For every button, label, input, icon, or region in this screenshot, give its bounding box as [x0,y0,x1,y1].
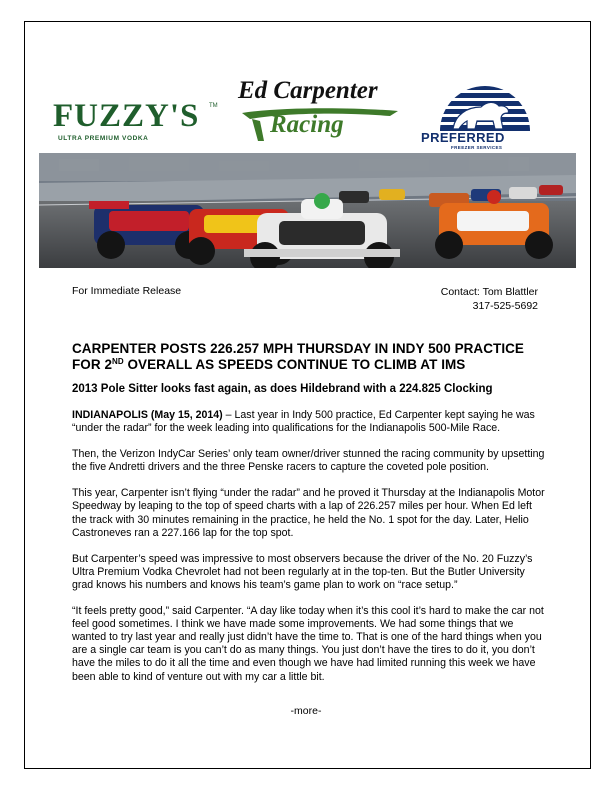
fuzzys-logo-tagline: ULTRA PREMIUM VODKA [58,135,149,142]
headline-line1: CARPENTER POSTS 226.257 MPH THURSDAY IN INDY 500 PRACTICE [72,341,524,356]
polar-bear-globe-icon [415,75,555,135]
subheadline: 2013 Pole Sitter looks fast again, as does Hildebrand with a 224.825 Clocking [72,383,493,395]
race-photo [39,153,576,268]
headline-line2 [72,357,552,373]
paragraph-3: This year, Carpenter isn’t flying “under the radar” and he proved it Thursday at the Indianapolis Motor Speedway by leaping to the top of speed charts with a lap of 226.257 miles per hour. When Ed left the track with 30 minutes remaining in the practice, he held the No. 1 spot for the day. Later, Helio Castroneves ran a 227.166 lap for the top spot. [72,487,545,539]
headline [72,341,552,373]
ed-carpenter-racing-logo [230,77,405,157]
dateline: INDIANAPOLIS (May 15, 2014) [72,409,223,421]
ecr-logo-name: Ed Carpenter [238,77,378,104]
release-status: For Immediate Release [72,285,182,297]
article-body [72,409,548,697]
fuzzys-logo-tm: TM [209,103,218,109]
paragraph-2: Then, the Verizon IndyCar Series’ only team owner/driver stunned the racing community by upsetting the five Andretti drivers and the three Penske racers to capture the coveted pole position. [72,448,545,474]
paragraph-4: But Carpenter’s speed was impressive to most observers because the driver of the No. 20 Fuzzy’s Ultra Premium Vodka Chevrolet had not been regularly at in the top-ten. But the Butler University grad knows his numbers and knows his team’s game plan to work on “race setup.” [72,552,533,591]
more-marker: -more- [290,705,322,717]
paragraph-5: “It feels pretty good,” said Carpenter. “A day like today when it’s this cool it’s hard to make the car not feel good sometimes. I think we have made some improvements. We had some things that we wanted to try last year and really just didn’t have the time to. That is one of the hard things when you are a single car team is you can’t do as many things. You just don’t have the tires to do it, you don’t have the miles to do it all the time and even though we have had limited running this week we have been able to kind of venture out with my car a little bit. [72,605,544,683]
fuzzys-logo [53,97,218,157]
release-contact [441,285,538,313]
fuzzys-logo-name: FUZZY'S [53,98,200,134]
headline-ordinal: ND [112,357,124,366]
preferred-logo-name: PREFERRED [421,130,505,145]
race-cars-image [39,153,576,268]
ecr-logo-racing: Racing [270,111,344,138]
paragraph-1 [72,409,548,435]
preferred-freezer-logo [415,75,555,155]
preferred-logo-subtitle: FREEZER SERVICES [451,145,503,150]
contact-phone: 317-525-5692 [472,300,538,312]
contact-name: Contact: Tom Blattler [440,286,538,298]
sponsor-logos [25,75,591,155]
headline-line2-end: OVERALL AS SPEEDS CONTINUE TO CLIMB AT IMS [123,357,466,372]
paragraph-1-text: – Last year in Indy 500 practice, Ed Carpenter kept saying he was “under the radar” for the week leading into qualifications for the Indianapolis 500-Mile Race. [72,409,535,435]
headline-line2-start: FOR 2 [72,357,113,372]
